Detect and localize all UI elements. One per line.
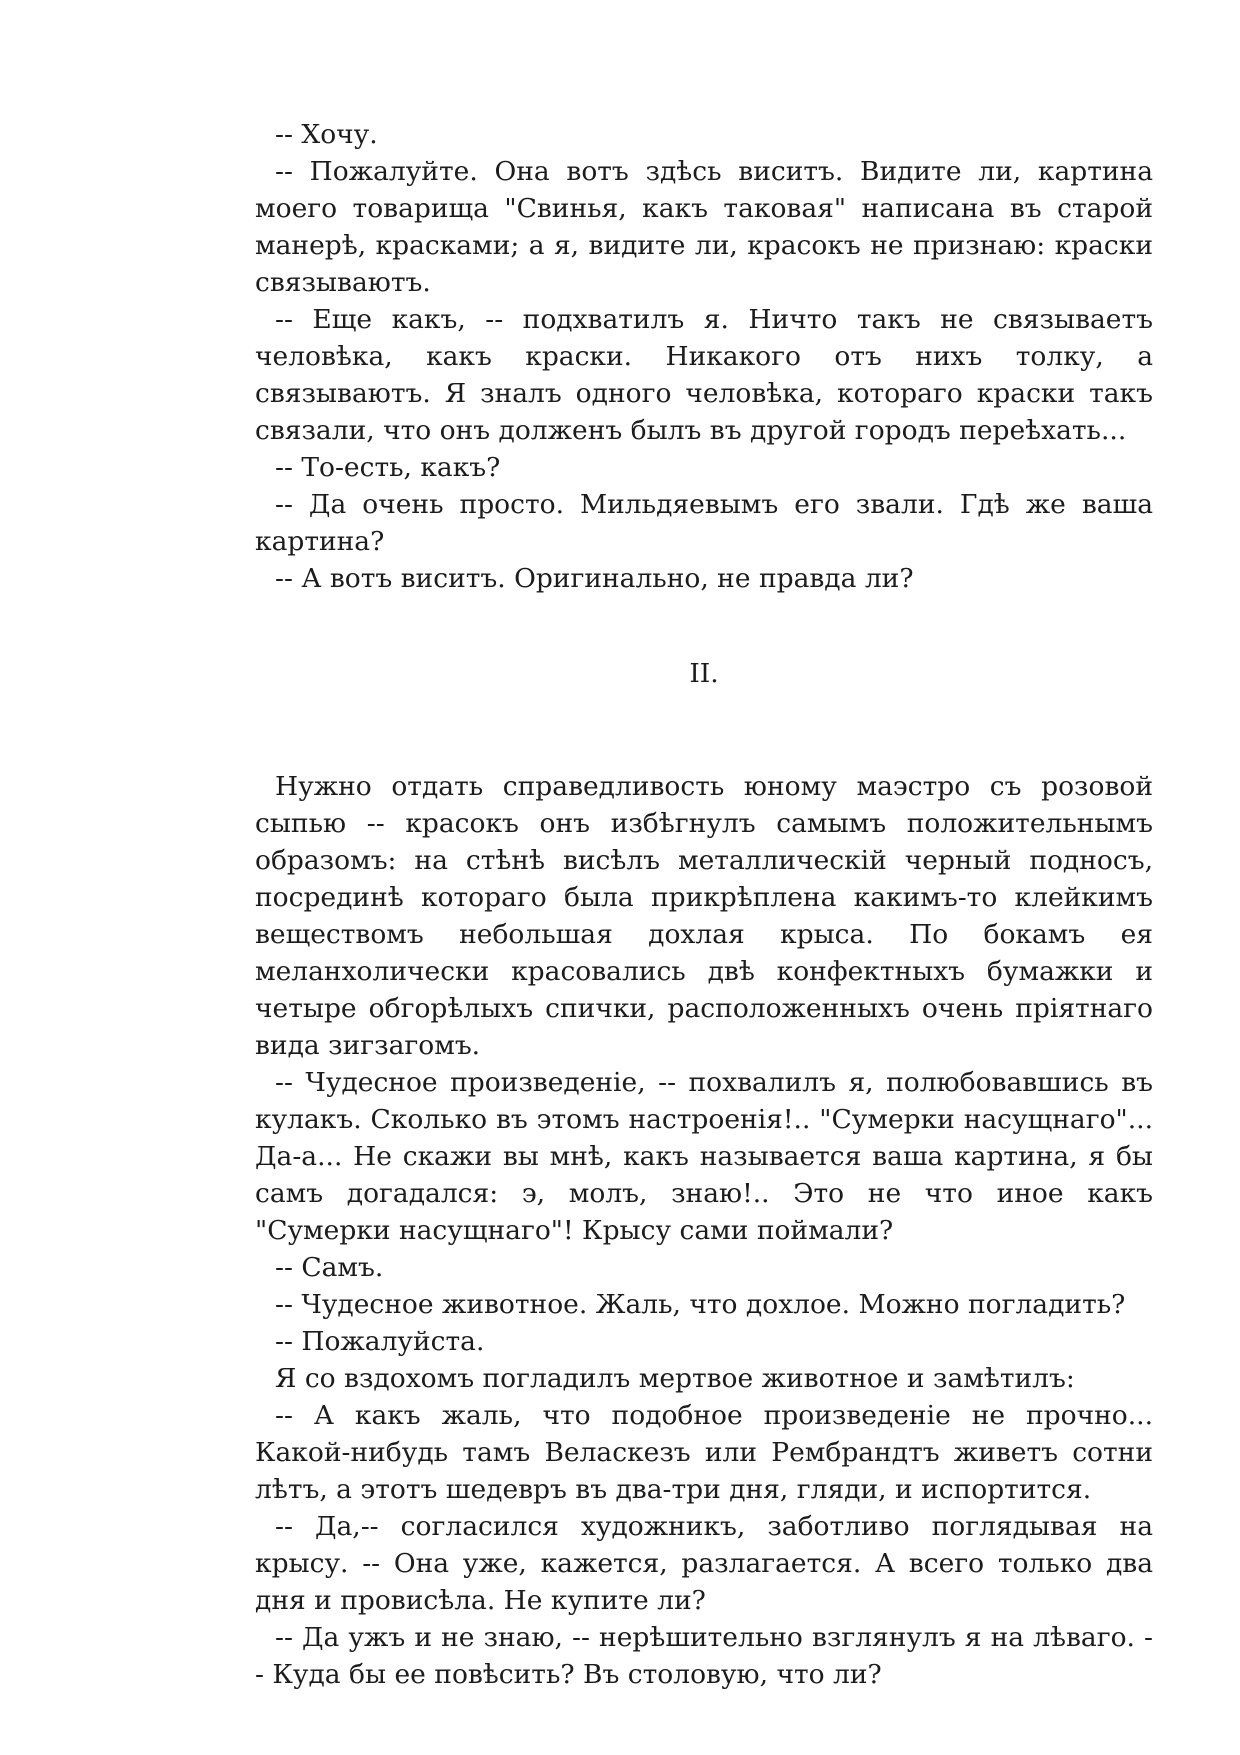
dialogue-line: -- Пожалуйте. Она вотъ здѣсь виситъ. Видите ли, картина моего товарища "Свинья, какъ таковая" написана въ старой манерѣ, красками; а я, видите ли, красокъ не признаю: краски связываютъ. (255, 156, 1153, 298)
dialogue-line: -- Да очень просто. Мильдяевымъ его звали. Гдѣ же ваша картина? (255, 489, 1153, 557)
chapter-heading: II. (689, 658, 719, 689)
dialogue-line: -- А вотъ виситъ. Оригинально, не правда ли? (275, 563, 914, 594)
narrative-paragraph: Нужно отдать справедливость юному маэстро съ розовой сыпью -- красокъ онъ избѣгнулъ самымъ положительнымъ образомъ: на стѣнѣ висѣлъ металлическій черный подносъ, посрединѣ котораго была прикрѣплена какимъ-то клейкимъ веществомъ небольшая дохлая крыса. По бокамъ ея меланхолически красовались двѣ конфектныхъ бумажки и четыре обгорѣлыхъ спички, расположенныхъ очень пріятнаго вида зигзагомъ. (255, 771, 1153, 1061)
dialogue-line: -- Да,-- согласился художникъ, заботливо поглядывая на крысу. -- Она уже, кажется, разлагается. А всего только два дня и провисѣла. Не купите ли? (255, 1511, 1153, 1616)
document-page (255, 116, 1153, 1693)
dialogue-line: -- Чудесное произведеніе, -- похвалилъ я, полюбовавшись въ кулакъ. Сколько въ этомъ настроенія!.. "Сумерки насущнаго"... Да-а... Не скажи вы мнѣ, какъ называется ваша картина, я бы самъ догадался: э, молъ, знаю!.. Это не что иное какъ "Сумерки насущнаго"! Крысу сами поймали? (255, 1067, 1153, 1246)
dialogue-line: -- Да ужъ и не знаю, -- нерѣшительно взглянулъ я на лѣваго. -- Куда бы ее повѣсить? Въ столовую, что ли? (255, 1622, 1153, 1690)
narrative-paragraph: Я со вздохомъ погладилъ мертвое животное и замѣтилъ: (275, 1363, 1075, 1394)
dialogue-line: -- Хочу. (275, 119, 378, 150)
dialogue-line: -- Пожалуйста. (275, 1326, 485, 1357)
dialogue-line: -- А какъ жаль, что подобное произведеніе не прочно... Какой-нибудь тамъ Веласкезъ или Рембрандтъ живетъ сотни лѣтъ, а этотъ шедевръ въ два-три дня, гляди, и испортится. (255, 1400, 1153, 1505)
dialogue-line: -- Самъ. (275, 1252, 384, 1283)
spacer (255, 692, 1153, 768)
spacer (255, 597, 1153, 655)
dialogue-line: -- Еще какъ, -- подхватилъ я. Ничто такъ не связываетъ человѣка, какъ краски. Никакого отъ нихъ толку, а связываютъ. Я зналъ одного человѣка, котораго краски такъ связали, что онъ долженъ былъ въ другой городъ переѣхать... (255, 304, 1153, 446)
dialogue-line: -- Чудесное животное. Жаль, что дохлое. Можно погладить? (275, 1289, 1126, 1320)
dialogue-line: -- То-есть, какъ? (275, 452, 501, 483)
